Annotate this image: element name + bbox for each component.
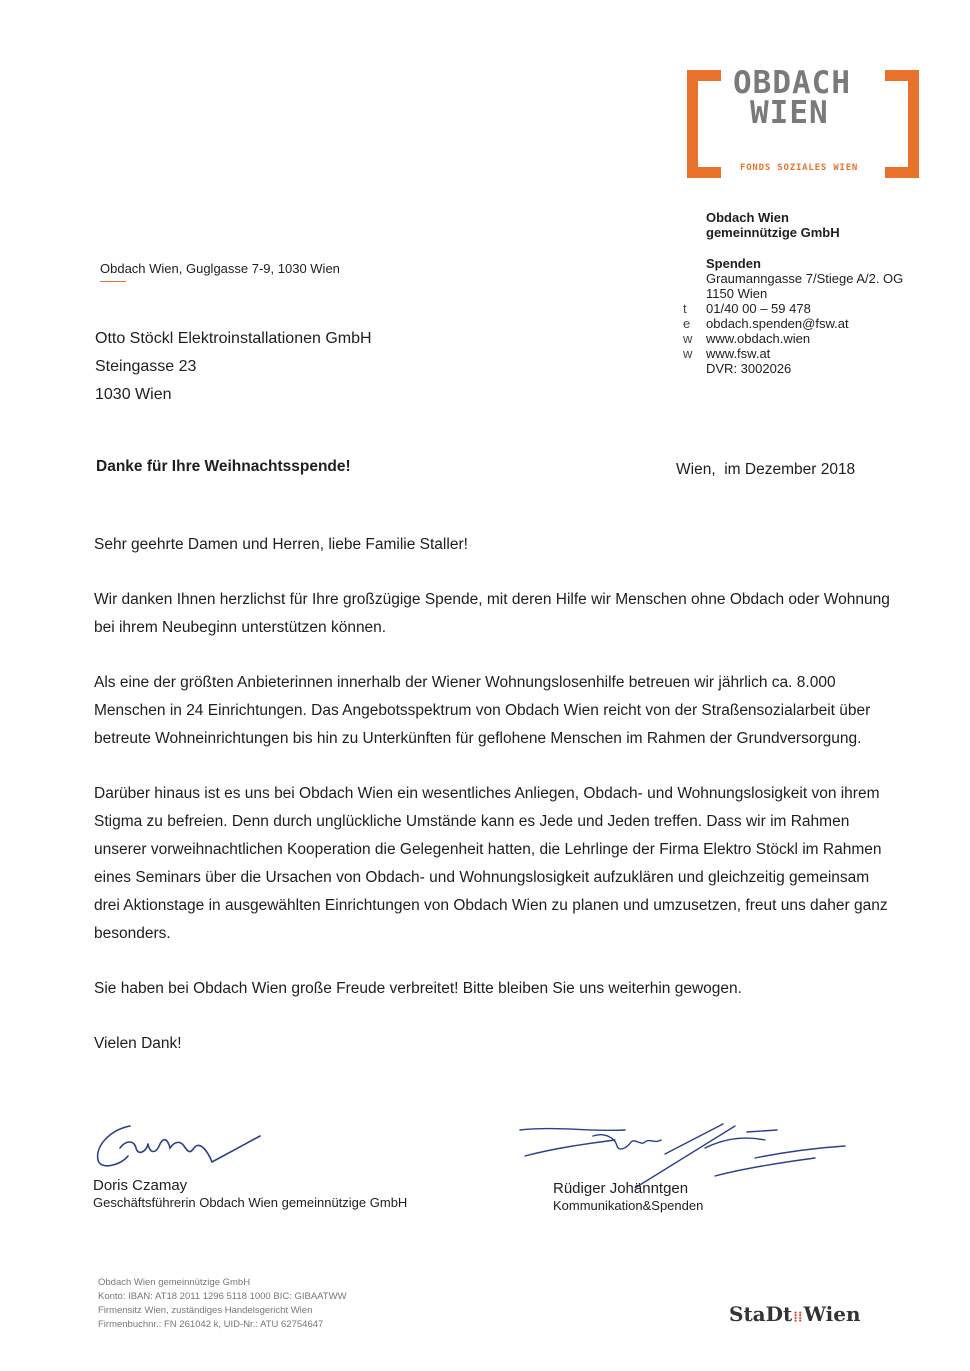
sender-web2-row <box>683 346 903 361</box>
sender-dvr: DVR: 3002026 <box>706 361 792 376</box>
logo-left-bracket <box>687 70 721 178</box>
logo-line2: WIEN <box>750 95 829 131</box>
web1-key: w <box>683 331 693 346</box>
sender-street: Graumanngasse 7/Stiege A/2. OG <box>706 271 904 286</box>
logo-right-bracket <box>885 70 919 178</box>
sender-org1: Obdach Wien <box>706 210 789 225</box>
logo-subtitle: FONDS SOZIALES WIEN <box>740 163 859 173</box>
salutation: Sehr geehrte Damen und Herren, liebe Familie Staller! <box>94 536 468 553</box>
stadt-text: StaDt <box>729 1302 793 1326</box>
letter-subject: Danke für Ihre Weihnachtsspende! <box>96 458 351 475</box>
letter-body <box>94 531 894 1058</box>
signer1-name: Doris Czamay <box>93 1177 188 1194</box>
footer-line3: Firmensitz Wien, zuständiges Handelsgericht Wien <box>98 1305 313 1316</box>
signature-czamay-image <box>90 1118 290 1180</box>
sender-web2: www.fsw.at <box>706 346 771 361</box>
sender-city: 1150 Wien <box>706 286 768 301</box>
web2-key: w <box>683 346 693 361</box>
sender-web1-row <box>683 331 903 346</box>
signer2-role: Kommunikation&Spenden <box>553 1198 704 1213</box>
signer1-role: Geschäftsführerin Obdach Wien gemeinnützige GmbH <box>93 1195 408 1210</box>
sender-web1: www.obdach.wien <box>706 331 811 346</box>
paragraph-2: Als eine der größten Anbieterinnen innerhalb der Wiener Wohnungslosenhilfe betreuen wir jährlich ca. 8.000 Menschen in 24 Einrichtungen. Das Angebotsspektrum von Obdach Wien reicht von der Straßensozialarbeit über betreute Wohneinrichtungen bis hin zu Unterkünften für geflohene Menschen im Rahmen der Grundversorgung. <box>94 674 871 747</box>
paragraph-1: Wir danken Ihnen herzlichst für Ihre großzügige Spende, mit deren Hilfe wir Menschen ohne Obdach oder Wohnung bei ihrem Neubeginn unterstützen können. <box>94 591 890 636</box>
return-address: Obdach Wien, Guglgasse 7-9, 1030 Wien <box>100 261 340 276</box>
sender-phone-row <box>683 301 903 316</box>
recipient-name: Otto Stöckl Elektroinstallationen GmbH <box>95 330 372 347</box>
stadt-wien-logo <box>729 1302 861 1326</box>
legal-footer <box>98 1276 347 1332</box>
sender-email: obdach.spenden@fsw.at <box>706 316 849 331</box>
sender-org2: gemeinnützige GmbH <box>706 225 840 240</box>
sender-email-row <box>683 316 903 331</box>
signature-johanntgen-image <box>515 1118 850 1188</box>
footer-line1: Obdach Wien gemeinnützige GmbH <box>98 1277 251 1288</box>
sender-phone: 01/40 00 – 59 478 <box>706 301 811 316</box>
signature-block-1 <box>93 1177 407 1211</box>
obdach-wien-logo <box>687 65 919 180</box>
logo-line1: OBDACH <box>733 65 851 101</box>
vienna-shield-icon: ⁞⁞ <box>793 1309 803 1325</box>
signer2-name: Rüdiger Johänntgen <box>553 1180 689 1197</box>
sender-info <box>683 210 904 376</box>
paragraph-3: Darüber hinaus ist es uns bei Obdach Wien ein wesentliches Anliegen, Obdach- und Wohnungslosigkeit von ihrem Stigma zu befreien. Denn durch unglückliche Umstände kann es Jede und Jeden treffen. Dass wir im Rahmen unserer vorweihnachtlichen Kooperation die Gelegenheit hatten, die Lehrlinge der Firma Elektro Stöckl im Rahmen eines Seminars über die Ursachen von Obdach- und Wohnungslosigkeit aufzuklären und gleichzeitig gemeinsam drei Aktionstage in ausgewählten Einrichtungen von Obdach Wien zu planen und umzusetzen, freut uns daher ganz besonders. <box>94 785 888 942</box>
letter-date: Wien, im Dezember 2018 <box>676 461 856 478</box>
email-key: e <box>683 316 691 331</box>
return-address-divider <box>100 281 126 282</box>
closing: Vielen Dank! <box>94 1035 182 1052</box>
phone-key: t <box>683 301 687 316</box>
paragraph-4: Sie haben bei Obdach Wien große Freude verbreitet! Bitte bleiben Sie uns weiterhin gewogen. <box>94 980 742 997</box>
logo-title <box>733 65 873 131</box>
footer-line2: Konto: IBAN: AT18 2011 1296 5118 1000 BIC: GIBAATWW <box>98 1291 347 1302</box>
recipient-street: Steingasse 23 <box>95 358 197 375</box>
footer-line4: Firmenbuchnr.: FN 261042 k, UID-Nr.: ATU 62754647 <box>98 1319 324 1330</box>
recipient-city: 1030 Wien <box>95 386 172 403</box>
signature-block-2 <box>553 1180 703 1214</box>
recipient-address <box>95 325 372 409</box>
wien-text: Wien <box>803 1302 861 1326</box>
sender-dept: Spenden <box>706 256 761 271</box>
